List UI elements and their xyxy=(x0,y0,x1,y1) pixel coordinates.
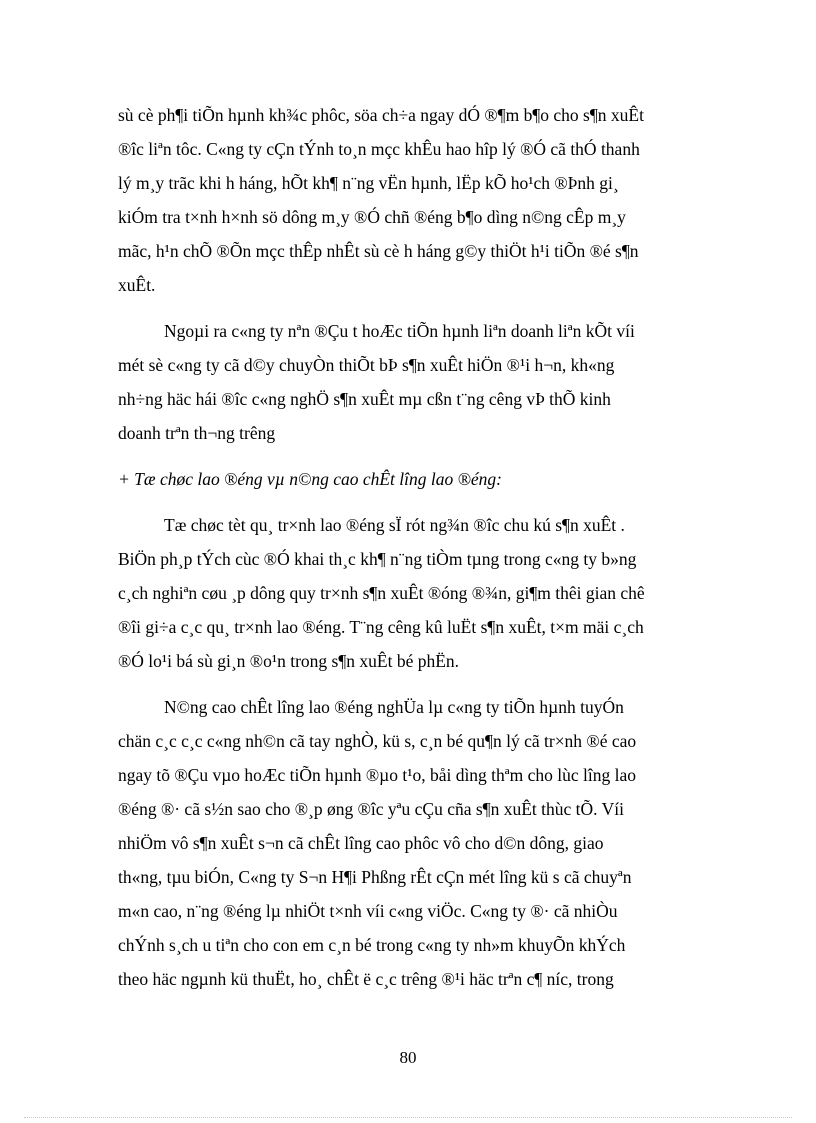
text-line: chän c¸c c¸c c«ng nh©n cã tay nghÒ, kü s, c¸n bé qu¶n lý cã tr×nh ®é cao xyxy=(118,731,637,751)
text-line: c¸ch nghiªn cøu ¸p dông quy tr×nh s¶n xuÊt ®óng ®¾n, gi¶m thêi gian chê xyxy=(118,583,645,603)
paragraph-2 xyxy=(118,314,690,450)
text-line: ®îc liªn tôc. C«ng ty cÇn tÝnh to¸n mçc khÊu hao hîp lý ®Ó cã thÓ thanh xyxy=(118,139,640,159)
text-line: lý m¸y trãc khi h háng, hÕt kh¶ n¨ng vËn hµnh, lËp kÕ ho¹ch ®Þnh gi¸ xyxy=(118,173,619,193)
document-body xyxy=(118,98,690,996)
text-line: ngay tõ ®Çu vµo hoÆc tiÕn hµnh ®µo t¹o, båi dìng thªm cho lùc lîng lao xyxy=(118,765,636,785)
page-bottom-border xyxy=(24,1117,792,1118)
text-line: kiÓm tra t×nh h×nh sö dông m¸y ®Ó chñ ®éng b¶o dìng n©ng cÊp m¸y xyxy=(118,207,626,227)
text-line: ®îi gi÷a c¸c qu¸ tr×nh lao ®éng. T¨ng cêng kû luËt s¶n xuÊt, t×m mäi c¸ch xyxy=(118,617,644,637)
text-line: theo häc ngµnh kü thuËt, ho¸ chÊt ë c¸c trêng ®¹i häc trªn c¶ níc, trong xyxy=(118,969,614,989)
section-heading: + Tæ chøc lao ®éng vµ n©ng cao chÊt lîng lao ®éng: xyxy=(118,469,503,489)
text-line: BiÖn ph¸p tÝch cùc ®Ó khai th¸c kh¶ n¨ng tiÒm tµng trong c«ng ty b»ng xyxy=(118,549,637,569)
text-line: nhiÖm vô s¶n xuÊt s¬n cã chÊt lîng cao phôc vô cho d©n dông, giao xyxy=(118,833,604,853)
text-line: th«ng, tµu biÓn, C«ng ty S¬n H¶i Phßng rÊt cÇn mét lîng kü s cã chuyªn xyxy=(118,867,632,887)
text-line: doanh trªn th¬ng trêng xyxy=(118,423,276,443)
text-line: mét sè c«ng ty cã d©y chuyÒn thiÕt bÞ s¶n xuÊt hiÖn ®¹i h¬n, kh«ng xyxy=(118,355,615,375)
paragraph-3 xyxy=(118,508,690,678)
text-line: nh÷ng häc hái ®îc c«ng nghÖ s¶n xuÊt mµ cßn t¨ng cêng vÞ thÕ kinh xyxy=(118,389,611,409)
text-line: sù cè ph¶i tiÕn hµnh kh¾c phôc, söa ch÷a ngay dÓ ®¶m b¶o cho s¶n xuÊt xyxy=(118,105,644,125)
text-line: Ngoµi ra c«ng ty nªn ®Çu t hoÆc tiÕn hµnh liªn doanh liªn kÕt víi xyxy=(164,321,635,341)
text-line: xuÊt. xyxy=(118,275,156,295)
paragraph-4 xyxy=(118,690,690,996)
text-line: mãc, h¹n chÕ ®Õn mçc thÊp nhÊt sù cè h háng g©y thiÖt h¹i tiÕn ®é s¶n xyxy=(118,241,639,261)
page-number: 80 xyxy=(399,1048,417,1067)
text-line: chÝnh s¸ch u tiªn cho con em c¸n bé trong c«ng ty nh»m khuyÕn khÝch xyxy=(118,935,626,955)
text-line: m«n cao, n¨ng ®éng lµ nhiÖt t×nh víi c«ng viÖc. C«ng ty ®· cã nhiÒu xyxy=(118,901,618,921)
text-line: ®éng ®· cã s½n sao cho ®¸p øng ®îc yªu cÇu cña s¶n xuÊt thùc tÕ. Víi xyxy=(118,799,624,819)
paragraph-1 xyxy=(118,98,690,302)
text-line: ®Ó lo¹i bá sù gi¸n ®o¹n trong s¶n xuÊt bé phËn. xyxy=(118,651,460,671)
text-line: N©ng cao chÊt lîng lao ®éng nghÜa lµ c«ng ty tiÕn hµnh tuyÓn xyxy=(164,697,624,717)
text-line: Tæ chøc tèt qu¸ tr×nh lao ®éng sÏ rót ng¾n ®îc chu kú s¶n xuÊt . xyxy=(164,515,625,535)
